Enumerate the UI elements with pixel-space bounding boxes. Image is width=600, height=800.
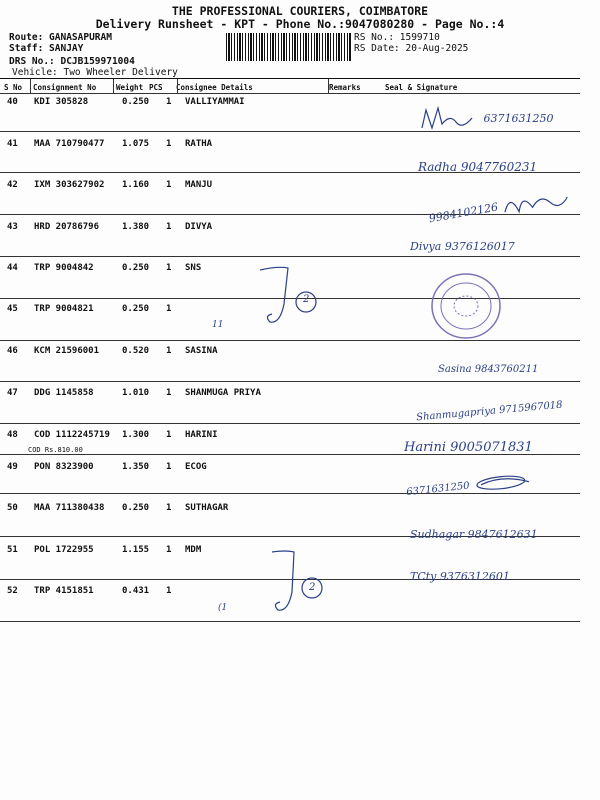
- col-weight: Weight: [116, 83, 144, 92]
- vehicle: Vehicle: Two Wheeler Delivery: [12, 67, 178, 78]
- signature-49: 6371631250: [405, 469, 533, 502]
- signature-43: Divya 9376126017: [410, 240, 515, 253]
- handwritten-mark-52: (1: [218, 603, 228, 613]
- rs-date: RS Date: 20-Aug-2025: [354, 43, 469, 54]
- cod-amount: COD Rs.810.00: [28, 446, 83, 454]
- signature-42: 9984102126: [427, 181, 573, 233]
- signature-52: TCty 9376312601: [410, 570, 510, 583]
- col-remarks: Remarks: [329, 83, 361, 92]
- handwritten-bracket-51: [268, 548, 328, 622]
- signature-46: Sasina 9843760211: [438, 364, 539, 375]
- barcode: [226, 33, 352, 61]
- signature-48: Harini 9005071831: [404, 440, 533, 455]
- header-top-rule: [0, 78, 580, 79]
- signature-40: 6371631250: [420, 104, 554, 134]
- staff: Staff: SANJAY: [9, 43, 84, 54]
- signature-41: Radha 9047760231: [418, 160, 538, 174]
- signature-47: Shanmugapriya 9715967018: [415, 399, 563, 424]
- handwritten-mark-45: 11: [212, 320, 224, 330]
- circled-mark-44: 2: [303, 294, 310, 305]
- runsheet-subtitle: Delivery Runsheet - KPT - Phone No.:9047080280 - Page No.:4: [95, 17, 505, 31]
- rs-number: RS No.: 1599710: [354, 32, 440, 43]
- col-sno: S No: [4, 83, 23, 92]
- signature-50: Sudhagar 9847612631: [410, 528, 538, 541]
- company-title: THE PROFESSIONAL COURIERS, COIMBATORE: [171, 4, 429, 18]
- seal-stamp: [428, 270, 504, 346]
- col-consignment: Consignment No: [33, 83, 97, 92]
- header-bottom-rule: [0, 93, 580, 94]
- col-consignee: Consignee Details: [176, 83, 253, 92]
- drs-number: DRS No.: DCJB159971004: [9, 56, 135, 67]
- col-seal: Seal & Signature: [385, 83, 458, 92]
- route: Route: GANASAPURAM: [9, 32, 112, 43]
- handwritten-bracket-44: [258, 264, 328, 336]
- col-pcs: PCS: [149, 83, 163, 92]
- circled-mark-51: 2: [309, 582, 316, 593]
